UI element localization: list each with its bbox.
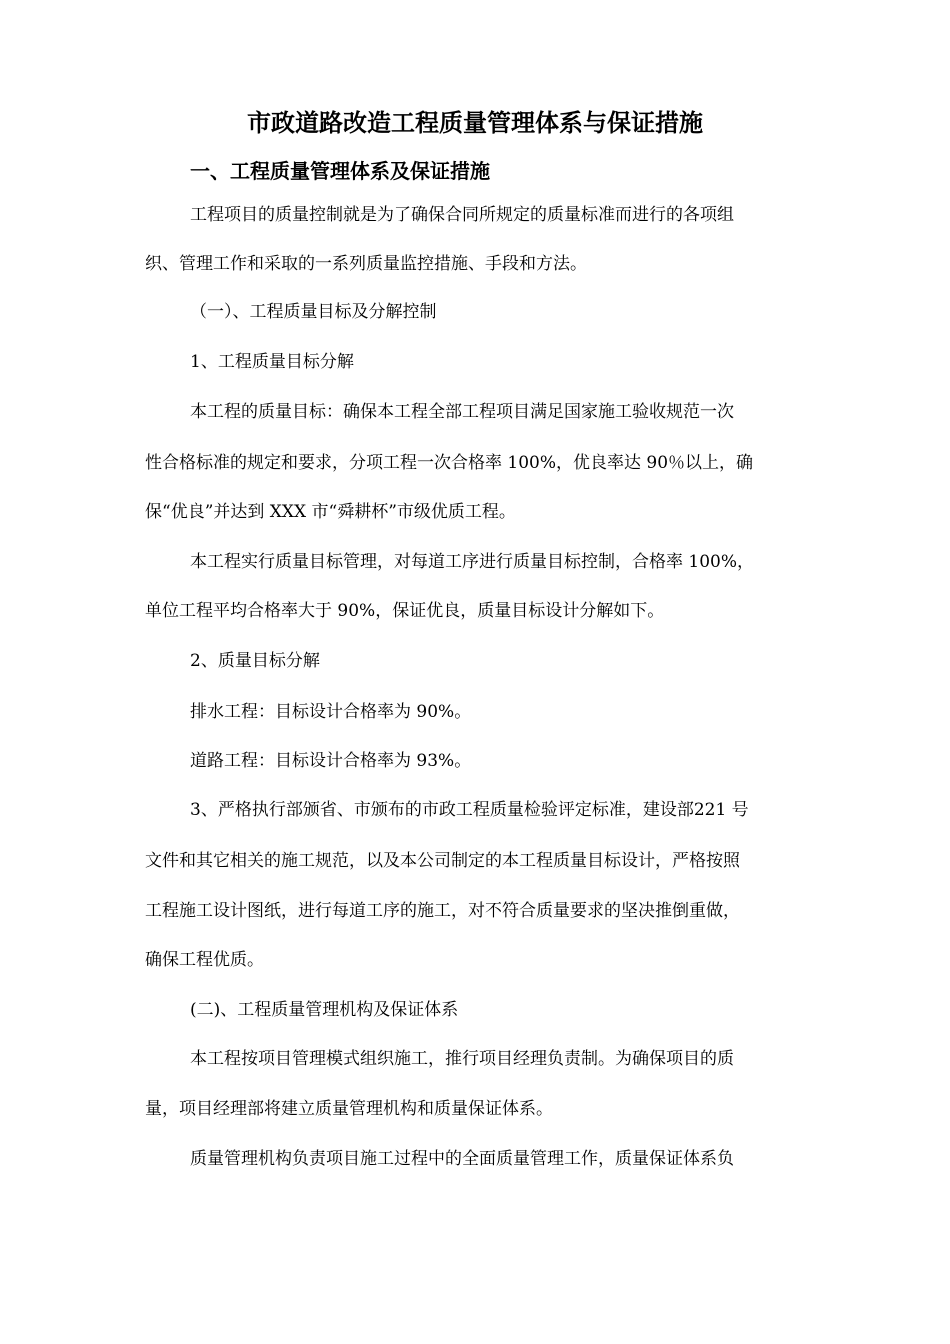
paragraph-line: 文件和其它相关的施工规范，以及本公司制定的本工程质量目标设计，严格按照: [145, 851, 740, 871]
paragraph-line: 本工程实行质量目标管理，对每道工序进行质量目标控制，合格率 100%，: [190, 552, 755, 572]
subsection-heading: （一）、工程质量目标及分解控制: [190, 302, 437, 322]
item-heading: 2、质量目标分解: [190, 651, 320, 671]
paragraph-line: 确保工程优质。: [145, 950, 264, 970]
item-heading: 1、工程质量目标分解: [190, 352, 354, 372]
paragraph-line: 性合格标准的规定和要求，分项工程一次合格率 100%，优良率达 90％以上，确: [145, 453, 754, 473]
subsection-heading: (二)、工程质量管理机构及保证体系: [190, 1000, 459, 1020]
paragraph-line: 单位工程平均合格率大于 90%，保证优良，质量目标设计分解如下。: [145, 601, 665, 621]
paragraph-line: 工程项目的质量控制就是为了确保合同所规定的质量标准而进行的各项组: [190, 205, 734, 225]
paragraph-line: 量，项目经理部将建立质量管理机构和质量保证体系。: [145, 1099, 553, 1119]
paragraph-line: 3、严格执行部颁省、市颁布的市政工程质量检验评定标准，建设部221 号: [190, 800, 749, 820]
paragraph-line: 保“优良”并达到 XXX 市“舜耕杯”市级优质工程。: [145, 502, 516, 522]
paragraph-line: 织、管理工作和采取的一系列质量监控措施、手段和方法。: [145, 254, 587, 274]
paragraph-line: 质量管理机构负责项目施工过程中的全面质量管理工作，质量保证体系负: [190, 1149, 734, 1169]
section-heading: 一、工程质量管理体系及保证措施: [190, 159, 490, 183]
document-title: 市政道路改造工程质量管理体系与保证措施: [247, 109, 703, 137]
paragraph-line: 道路工程：目标设计合格率为 93%。: [190, 751, 472, 771]
paragraph-line: 工程施工设计图纸，进行每道工序的施工，对不符合质量要求的坚决推倒重做，: [145, 901, 740, 921]
paragraph-line: 本工程的质量目标：确保本工程全部工程项目满足国家施工验收规范一次: [190, 402, 734, 422]
paragraph-line: 本工程按项目管理模式组织施工，推行项目经理负责制。为确保项目的质: [190, 1049, 734, 1069]
paragraph-line: 排水工程：目标设计合格率为 90%。: [190, 702, 472, 722]
